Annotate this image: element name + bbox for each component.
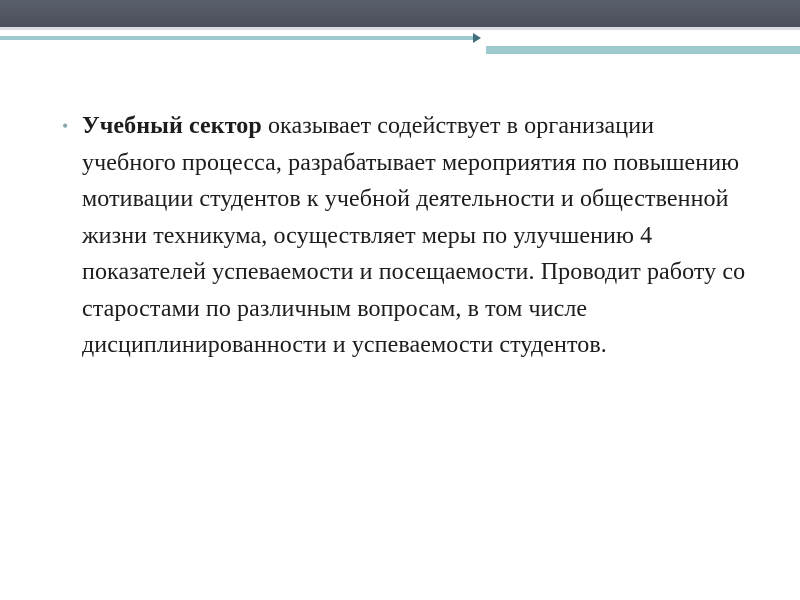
slide-content [62,108,752,364]
triangle-marker-icon [473,33,481,43]
bullet-paragraph [82,108,752,364]
header-band [0,0,800,27]
body-text: оказывает содействует в организации учебного процесса, разрабатывает мероприятия по повышению мотивации студентов к учебной деятельности и общественной жизни техникума, осуществляет меры по улучшению 4 показателей успеваемости и посещаемости. Проводит работу со старостами по различным вопросам, в том числе дисциплинированности и успеваемости студентов. [82,113,746,358]
accent-line-right [486,46,800,54]
header-band-edge [0,27,800,30]
bullet-icon: • [62,116,69,136]
bullet-item [62,108,752,364]
accent-line [0,36,476,40]
emphasis-text: Учебный сектор [82,113,262,139]
